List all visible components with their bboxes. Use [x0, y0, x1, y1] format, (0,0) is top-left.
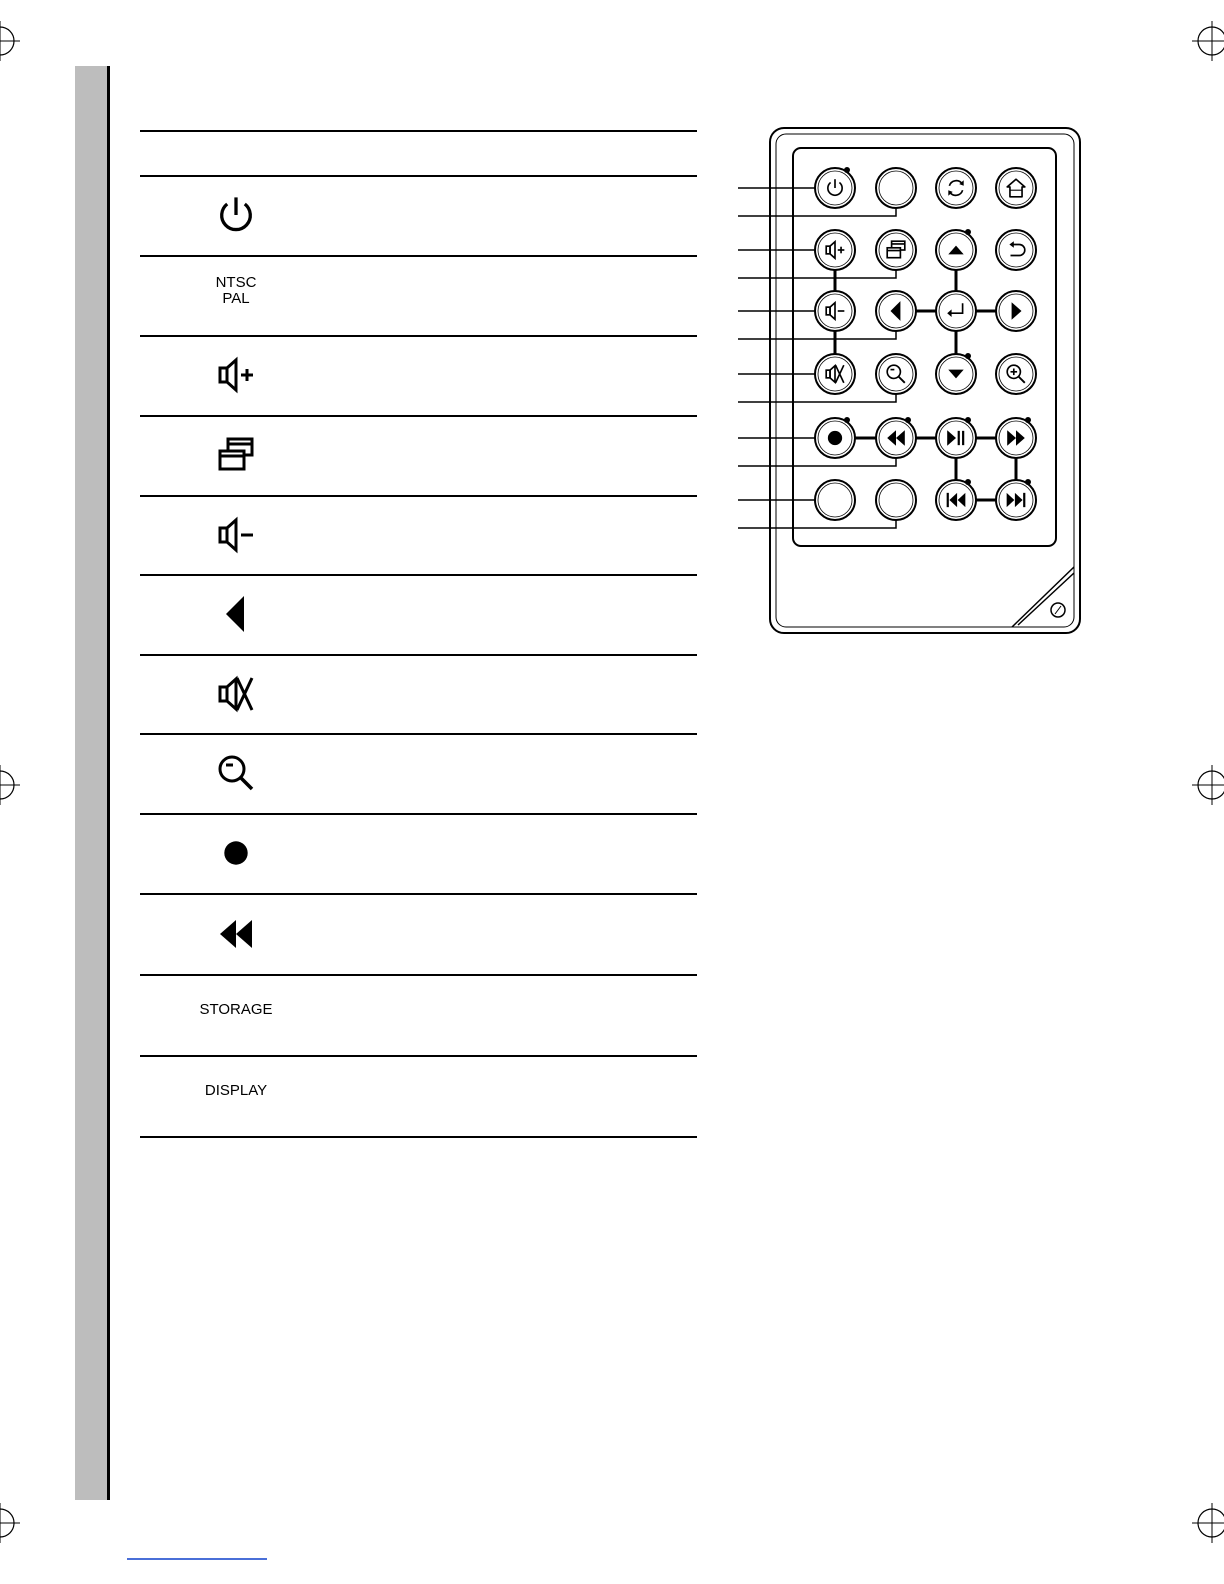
- table-rule: [140, 1136, 697, 1138]
- table-row-icon: [196, 823, 276, 883]
- remote-control-illustration: [730, 120, 1100, 650]
- remote-button-blank[interactable]: [815, 480, 855, 520]
- side-bar: [75, 66, 107, 1500]
- table-row-icon: [196, 261, 276, 321]
- remote-button-dot[interactable]: [815, 418, 855, 458]
- left-arrow-icon: [216, 594, 256, 634]
- table-rule: [140, 495, 697, 497]
- remote-button-right-arrow[interactable]: [996, 291, 1036, 331]
- table-row-icon: [196, 664, 276, 724]
- table-rule: [140, 654, 697, 656]
- mute-icon: [216, 674, 256, 714]
- remote-button-up-arrow[interactable]: [936, 230, 976, 270]
- storage-text: STORAGE: [199, 1001, 273, 1018]
- table-row-icon: [196, 185, 276, 245]
- button-nub: [965, 479, 971, 485]
- remote-button-down-arrow[interactable]: [936, 354, 976, 394]
- remote-button-blank[interactable]: [876, 168, 916, 208]
- table-row-icon: [196, 743, 276, 803]
- table-rule: [140, 974, 697, 976]
- crop-mark-icon: [0, 21, 20, 61]
- crop-mark-icon: [1192, 765, 1224, 805]
- crop-mark-icon: [0, 765, 20, 805]
- crop-mark-icon: [0, 1503, 20, 1543]
- remote-button-zoom-in[interactable]: [996, 354, 1036, 394]
- remote-button-return[interactable]: [996, 230, 1036, 270]
- remote-button-enter[interactable]: [936, 291, 976, 331]
- dot-icon: [828, 431, 842, 445]
- crop-mark-icon: [1192, 21, 1224, 61]
- rewind-icon: [216, 914, 256, 954]
- remote-button-zoom-out[interactable]: [876, 354, 916, 394]
- table-rule: [140, 574, 697, 576]
- table-rule: [140, 813, 697, 815]
- button-nub: [965, 229, 971, 235]
- button-nub: [1025, 479, 1031, 485]
- table-rule: [140, 130, 697, 132]
- bottom-line: [127, 1558, 267, 1560]
- volume-down-icon: [216, 515, 256, 555]
- table-rule: [140, 893, 697, 895]
- remote-button-previous[interactable]: [936, 480, 976, 520]
- button-nub: [844, 417, 850, 423]
- table-rule: [140, 175, 697, 177]
- crop-mark-icon: [1192, 1503, 1224, 1543]
- remote-button-window[interactable]: [876, 230, 916, 270]
- remote-button-fast-forward[interactable]: [996, 418, 1036, 458]
- button-nub: [844, 167, 850, 173]
- button-nub: [1025, 417, 1031, 423]
- table-row-icon: [196, 345, 276, 405]
- remote-button-power[interactable]: [815, 168, 855, 208]
- table-row-icon: [196, 904, 276, 964]
- button-nub: [965, 417, 971, 423]
- button-nub: [905, 417, 911, 423]
- table-rule: [140, 335, 697, 337]
- table-rule: [140, 255, 697, 257]
- window-icon: [216, 435, 256, 475]
- remote-button-mute[interactable]: [815, 354, 855, 394]
- table-row-icon: [196, 505, 276, 565]
- remote-button-volume-up[interactable]: [815, 230, 855, 270]
- dot-icon: [218, 835, 254, 871]
- remote-button-rewind[interactable]: [876, 418, 916, 458]
- table-row-icon: [196, 1061, 276, 1121]
- table-rule: [140, 733, 697, 735]
- remote-button-volume-down[interactable]: [815, 291, 855, 331]
- remote-button-play-pause[interactable]: [936, 418, 976, 458]
- side-rule: [107, 66, 110, 1500]
- remote-button-blank[interactable]: [876, 480, 916, 520]
- table-rule: [140, 1055, 697, 1057]
- remote-button-home[interactable]: [996, 168, 1036, 208]
- remote-button-next[interactable]: [996, 480, 1036, 520]
- button-nub: [965, 353, 971, 359]
- volume-up-icon: [216, 355, 256, 395]
- table-row-icon: [196, 425, 276, 485]
- power-icon: [214, 193, 258, 237]
- table-row-icon: [196, 980, 276, 1040]
- remote-button-left-arrow[interactable]: [876, 291, 916, 331]
- ntsc-pal-text: NTSC PAL: [215, 274, 257, 307]
- table-rule: [140, 415, 697, 417]
- display-text: DISPLAY: [204, 1082, 268, 1099]
- zoom-out-icon: [216, 753, 256, 793]
- table-row-icon: [196, 584, 276, 644]
- remote-button-repeat[interactable]: [936, 168, 976, 208]
